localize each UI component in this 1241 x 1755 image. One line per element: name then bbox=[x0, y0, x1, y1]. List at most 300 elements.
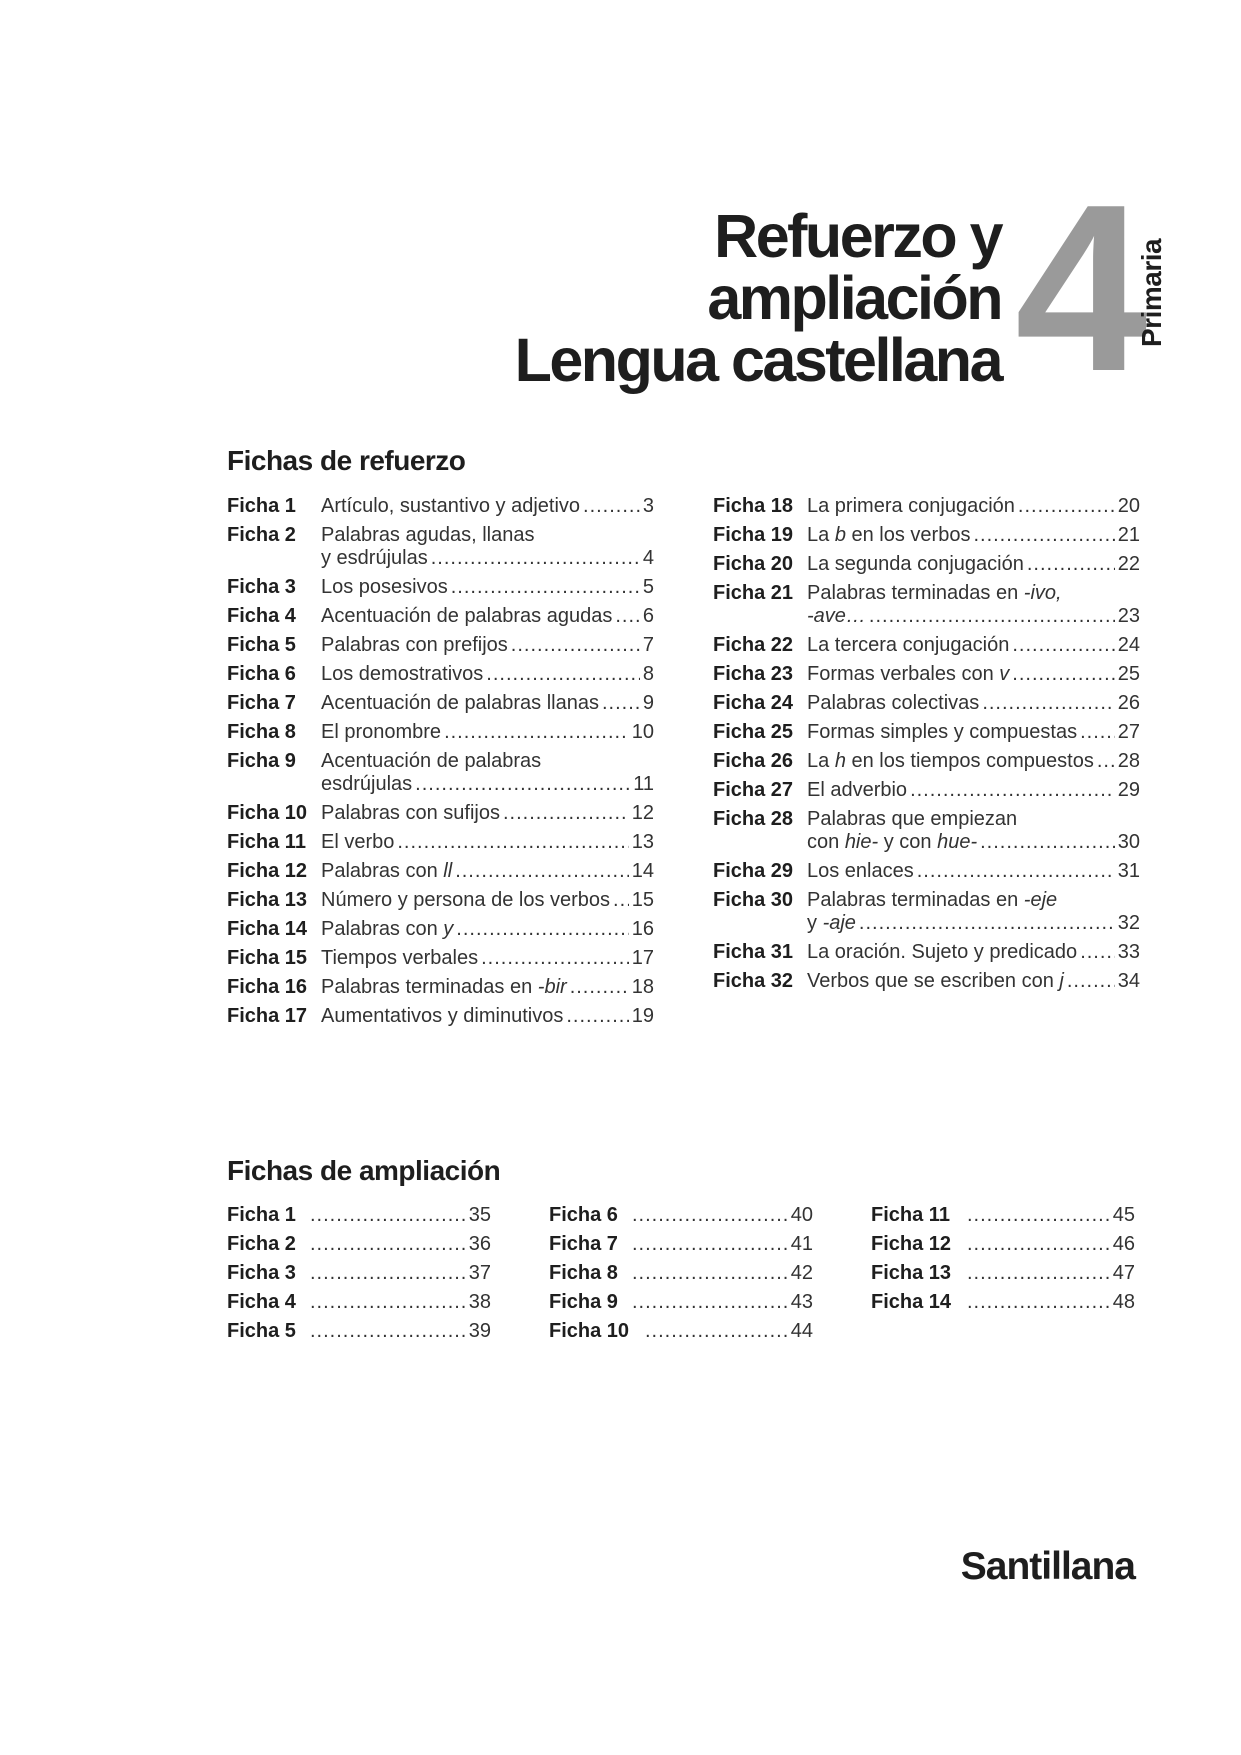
dot-leader bbox=[456, 918, 628, 941]
dot-leader bbox=[415, 773, 630, 796]
page-number: 25 bbox=[1117, 663, 1140, 685]
entry-leader-line bbox=[321, 860, 654, 883]
toc-entry bbox=[713, 663, 1140, 686]
entry-label: Ficha 10 bbox=[549, 1320, 630, 1342]
entry-label: Ficha 22 bbox=[713, 634, 794, 656]
entry-title bbox=[321, 634, 654, 657]
dot-leader bbox=[451, 576, 640, 599]
toc-entry bbox=[871, 1262, 1135, 1285]
entry-title-text: Palabras con sufijos bbox=[321, 802, 500, 824]
entry-title bbox=[321, 750, 654, 796]
entry-title-text: La oración. Sujeto y predicado bbox=[807, 941, 1078, 963]
entry-leader-line bbox=[807, 524, 1140, 547]
entry-title bbox=[321, 802, 654, 825]
dot-leader bbox=[1080, 721, 1115, 744]
entry-leader-line bbox=[807, 750, 1140, 773]
entry-leader-line bbox=[321, 547, 654, 570]
publisher-logo: Santillana bbox=[960, 1545, 1135, 1588]
page-number: 24 bbox=[1117, 634, 1140, 656]
toc-entry bbox=[227, 495, 654, 518]
dot-leader bbox=[1012, 634, 1114, 657]
entry-label: Ficha 31 bbox=[713, 941, 794, 963]
entry-title bbox=[807, 779, 1140, 802]
entry-title-line: Palabras terminadas en -ivo, bbox=[807, 582, 1062, 604]
dot-leader bbox=[602, 692, 640, 715]
dot-leader bbox=[455, 860, 629, 883]
toc-entry bbox=[713, 692, 1140, 715]
page-number: 22 bbox=[1117, 553, 1140, 575]
entry-title bbox=[321, 831, 654, 854]
dot-leader bbox=[481, 947, 629, 970]
entry-title-text: Palabras terminadas en -bir bbox=[321, 976, 567, 998]
entry-title bbox=[321, 692, 654, 715]
entry-leader-line bbox=[807, 831, 1140, 854]
entry-title bbox=[321, 947, 654, 970]
entry-leader-line bbox=[807, 941, 1140, 964]
dot-leader bbox=[859, 912, 1115, 935]
page-number: 31 bbox=[1117, 860, 1140, 882]
entry-title-text: Tiempos verbales bbox=[321, 947, 479, 969]
toc-entry bbox=[227, 918, 654, 941]
entry-title-text: Acentuación de palabras llanas bbox=[321, 692, 599, 714]
entry-title bbox=[807, 970, 1140, 993]
entry-label: Ficha 23 bbox=[713, 663, 794, 685]
entry-label: Ficha 13 bbox=[227, 889, 308, 911]
toc-entry bbox=[227, 947, 654, 970]
entry-title bbox=[321, 976, 654, 999]
entry-label: Ficha 30 bbox=[713, 889, 794, 911]
page-number: 13 bbox=[631, 831, 654, 853]
title-line-1: Refuerzo y bbox=[714, 202, 1001, 270]
entry-leader-line bbox=[321, 889, 654, 912]
entry-leader-line bbox=[964, 1233, 1135, 1256]
entry-title bbox=[321, 576, 654, 599]
entry-label: Ficha 3 bbox=[227, 576, 296, 598]
page-number: 35 bbox=[468, 1204, 491, 1226]
page-number: 6 bbox=[642, 605, 654, 627]
entry-title-text: El pronombre bbox=[321, 721, 442, 743]
entry-label: Ficha 12 bbox=[227, 860, 308, 882]
entry-title bbox=[807, 692, 1140, 715]
entry-title-text: La segunda conjugación bbox=[807, 553, 1024, 575]
entry-title bbox=[321, 860, 654, 883]
page-number: 4 bbox=[642, 547, 654, 569]
entry-leader-line bbox=[807, 912, 1140, 935]
toc-entry bbox=[713, 941, 1140, 964]
toc-entry bbox=[227, 976, 654, 999]
entry-title-line: Palabras agudas, llanas bbox=[321, 524, 535, 546]
toc-entry bbox=[227, 692, 654, 715]
entry-label: Ficha 15 bbox=[227, 947, 308, 969]
entry-leader-line bbox=[321, 947, 654, 970]
entry-leader-line bbox=[321, 634, 654, 657]
entry-label: Ficha 8 bbox=[227, 721, 296, 743]
entry-title-text: Verbos que se escriben con j bbox=[807, 970, 1064, 992]
entry-label: Ficha 11 bbox=[227, 831, 306, 853]
page-number: 45 bbox=[1112, 1204, 1135, 1226]
entry-label: Ficha 12 bbox=[871, 1233, 952, 1255]
page-number: 48 bbox=[1112, 1291, 1135, 1313]
entry-label: Ficha 29 bbox=[713, 860, 794, 882]
entry-leader-line bbox=[807, 634, 1140, 657]
page-number: 11 bbox=[633, 773, 654, 795]
entry-leader-line bbox=[807, 692, 1140, 715]
page-number: 17 bbox=[631, 947, 654, 969]
dot-leader bbox=[503, 802, 629, 825]
entry-title bbox=[321, 495, 654, 518]
entry-title bbox=[807, 634, 1140, 657]
dot-leader bbox=[583, 495, 640, 518]
entry-title bbox=[807, 582, 1140, 628]
entry-leader-line bbox=[807, 663, 1140, 686]
dot-leader bbox=[570, 976, 629, 999]
entry-label: Ficha 16 bbox=[227, 976, 308, 998]
entry-leader-line bbox=[307, 1320, 491, 1343]
entry-label: Ficha 13 bbox=[871, 1262, 952, 1284]
entry-label: Ficha 1 bbox=[227, 1204, 296, 1226]
entry-leader-line bbox=[964, 1291, 1135, 1314]
entry-leader-line bbox=[321, 605, 654, 628]
toc-entry bbox=[549, 1204, 813, 1227]
dot-leader bbox=[910, 779, 1115, 802]
entry-label: Ficha 3 bbox=[227, 1262, 296, 1284]
page-number: 10 bbox=[631, 721, 654, 743]
entry-label: Ficha 9 bbox=[227, 750, 296, 772]
entry-label: Ficha 9 bbox=[549, 1291, 618, 1313]
toc-entry bbox=[227, 634, 654, 657]
page-number: 37 bbox=[468, 1262, 491, 1284]
entry-label: Ficha 7 bbox=[227, 692, 296, 714]
page-number: 44 bbox=[790, 1320, 813, 1342]
dot-leader bbox=[511, 634, 640, 657]
entry-leader-line bbox=[307, 1204, 491, 1227]
page-number: 42 bbox=[790, 1262, 813, 1284]
entry-title-text: Los posesivos bbox=[321, 576, 448, 598]
entry-title bbox=[321, 918, 654, 941]
toc-entry bbox=[227, 1005, 654, 1028]
entry-title-text: El adverbio bbox=[807, 779, 908, 801]
entry-leader-line bbox=[321, 663, 654, 686]
entry-label: Ficha 11 bbox=[871, 1204, 950, 1226]
entry-label: Ficha 5 bbox=[227, 1320, 296, 1342]
entry-title bbox=[807, 553, 1140, 576]
dot-leader bbox=[1097, 750, 1115, 773]
entry-title-text: y -aje bbox=[807, 912, 856, 934]
entry-title-text: Palabras colectivas bbox=[807, 692, 980, 714]
dot-leader bbox=[310, 1204, 466, 1227]
entry-title bbox=[321, 524, 654, 570]
dot-leader bbox=[310, 1291, 466, 1314]
toc-entry bbox=[549, 1233, 813, 1256]
page-number: 15 bbox=[631, 889, 654, 911]
entry-title-text: con hie- y con hue- bbox=[807, 831, 978, 853]
refuerzo-list-left bbox=[227, 495, 654, 1034]
entry-label: Ficha 4 bbox=[227, 605, 296, 627]
toc-entry bbox=[227, 576, 654, 599]
entry-title-line: Palabras que empiezan bbox=[807, 808, 1018, 830]
toc-entry bbox=[713, 860, 1140, 883]
toc-entry bbox=[227, 750, 654, 796]
toc-entry bbox=[227, 1262, 491, 1285]
toc-entry bbox=[227, 605, 654, 628]
entry-title-text: Palabras con ll bbox=[321, 860, 453, 882]
page-number: 32 bbox=[1117, 912, 1140, 934]
page-number: 43 bbox=[790, 1291, 813, 1313]
entry-title bbox=[807, 750, 1140, 773]
dot-leader bbox=[967, 1262, 1110, 1285]
entry-leader-line bbox=[321, 721, 654, 744]
dot-leader bbox=[869, 605, 1115, 628]
entry-title-line: Acentuación de palabras bbox=[321, 750, 542, 772]
page-number: 16 bbox=[631, 918, 654, 940]
entry-title-text: Formas verbales con v bbox=[807, 663, 1010, 685]
page-number: 41 bbox=[790, 1233, 813, 1255]
entry-title-text: Artículo, sustantivo y adjetivo bbox=[321, 495, 581, 517]
entry-title bbox=[807, 663, 1140, 686]
entry-title-text: El verbo bbox=[321, 831, 395, 853]
dot-leader bbox=[486, 663, 640, 686]
entry-leader-line bbox=[307, 1233, 491, 1256]
entry-title bbox=[807, 941, 1140, 964]
entry-label: Ficha 5 bbox=[227, 634, 296, 656]
toc-entry bbox=[713, 553, 1140, 576]
entry-label: Ficha 17 bbox=[227, 1005, 308, 1027]
toc-entry bbox=[871, 1204, 1135, 1227]
page-number: 27 bbox=[1117, 721, 1140, 743]
entry-title bbox=[807, 860, 1140, 883]
page-number: 33 bbox=[1117, 941, 1140, 963]
dot-leader bbox=[431, 547, 640, 570]
entry-label: Ficha 18 bbox=[713, 495, 794, 517]
title-line-3: Lengua castellana bbox=[514, 326, 1001, 394]
entry-title-text: Los demostrativos bbox=[321, 663, 484, 685]
page-number: 36 bbox=[468, 1233, 491, 1255]
dot-leader bbox=[967, 1204, 1110, 1227]
toc-entry bbox=[713, 524, 1140, 547]
page-number: 20 bbox=[1117, 495, 1140, 517]
dot-leader bbox=[632, 1262, 788, 1285]
dot-leader bbox=[973, 524, 1114, 547]
entry-title bbox=[321, 721, 654, 744]
entry-leader-line bbox=[321, 802, 654, 825]
entry-title-text: Aumentativos y diminutivos bbox=[321, 1005, 564, 1027]
page-number: 29 bbox=[1117, 779, 1140, 801]
entry-title-text: Palabras con y bbox=[321, 918, 454, 940]
entry-title-text: -ave… bbox=[807, 605, 866, 627]
dot-leader bbox=[645, 1320, 788, 1343]
toc-entry bbox=[549, 1320, 813, 1343]
entry-leader-line bbox=[321, 576, 654, 599]
toc-entry bbox=[227, 802, 654, 825]
dot-leader bbox=[1067, 970, 1115, 993]
entry-title-text: Acentuación de palabras agudas bbox=[321, 605, 613, 627]
page-number: 28 bbox=[1117, 750, 1140, 772]
entry-title bbox=[321, 605, 654, 628]
entry-title bbox=[807, 524, 1140, 547]
entry-label: Ficha 14 bbox=[227, 918, 308, 940]
title-line-2: ampliación bbox=[707, 264, 1001, 332]
page-number: 18 bbox=[631, 976, 654, 998]
entry-leader-line bbox=[321, 692, 654, 715]
grade-number: 4 bbox=[1015, 156, 1142, 421]
page-number: 7 bbox=[642, 634, 654, 656]
entry-title bbox=[321, 889, 654, 912]
dot-leader bbox=[1012, 663, 1114, 686]
page-number: 21 bbox=[1117, 524, 1140, 546]
page-number: 9 bbox=[642, 692, 654, 714]
toc-entry bbox=[227, 1291, 491, 1314]
entry-label: Ficha 32 bbox=[713, 970, 794, 992]
entry-title-text: Palabras con prefijos bbox=[321, 634, 508, 656]
entry-label: Ficha 2 bbox=[227, 524, 296, 546]
dot-leader bbox=[310, 1262, 466, 1285]
ampliacion-list-1 bbox=[227, 1204, 491, 1349]
entry-title bbox=[807, 889, 1140, 935]
toc-entry bbox=[227, 524, 654, 570]
entry-leader-line bbox=[807, 721, 1140, 744]
entry-label: Ficha 20 bbox=[713, 553, 794, 575]
entry-leader-line bbox=[321, 495, 654, 518]
dot-leader bbox=[632, 1233, 788, 1256]
page-number: 26 bbox=[1117, 692, 1140, 714]
toc-entry bbox=[227, 1233, 491, 1256]
toc-entry bbox=[713, 495, 1140, 518]
entry-title-line: Palabras terminadas en -eje bbox=[807, 889, 1058, 911]
entry-leader-line bbox=[629, 1262, 813, 1285]
toc-entry bbox=[713, 750, 1140, 773]
entry-label: Ficha 14 bbox=[871, 1291, 952, 1313]
dot-leader bbox=[1080, 941, 1115, 964]
page-number: 14 bbox=[631, 860, 654, 882]
entry-leader-line bbox=[807, 779, 1140, 802]
dot-leader bbox=[967, 1233, 1110, 1256]
dot-leader bbox=[613, 889, 629, 912]
page-number: 23 bbox=[1117, 605, 1140, 627]
entry-label: Ficha 1 bbox=[227, 495, 296, 517]
level-label: Primaria bbox=[1136, 238, 1167, 347]
entry-leader-line bbox=[629, 1204, 813, 1227]
entry-title-text: La h en los tiempos compuestos bbox=[807, 750, 1094, 772]
entry-leader-line bbox=[321, 831, 654, 854]
entry-leader-line bbox=[964, 1262, 1135, 1285]
dot-leader bbox=[566, 1005, 628, 1028]
page-number: 46 bbox=[1112, 1233, 1135, 1255]
dot-leader bbox=[1018, 495, 1115, 518]
entry-title-text: Los enlaces bbox=[807, 860, 914, 882]
entry-title-text: La tercera conjugación bbox=[807, 634, 1010, 656]
toc-entry bbox=[227, 663, 654, 686]
page-number: 34 bbox=[1117, 970, 1140, 992]
page-number: 40 bbox=[790, 1204, 813, 1226]
entry-label: Ficha 24 bbox=[713, 692, 794, 714]
page-number: 38 bbox=[468, 1291, 491, 1313]
toc-entry bbox=[871, 1291, 1135, 1314]
entry-leader-line bbox=[964, 1204, 1135, 1227]
page-number: 5 bbox=[642, 576, 654, 598]
entry-label: Ficha 25 bbox=[713, 721, 794, 743]
dot-leader bbox=[444, 721, 629, 744]
entry-label: Ficha 4 bbox=[227, 1291, 296, 1313]
toc-entry bbox=[549, 1291, 813, 1314]
page-number: 12 bbox=[631, 802, 654, 824]
toc-entry bbox=[227, 1204, 491, 1227]
dot-leader bbox=[615, 605, 640, 628]
entry-leader-line bbox=[642, 1320, 813, 1343]
entry-leader-line bbox=[807, 970, 1140, 993]
ampliacion-list-3 bbox=[871, 1204, 1135, 1320]
page-number: 8 bbox=[642, 663, 654, 685]
refuerzo-heading: Fichas de refuerzo bbox=[227, 445, 466, 476]
dot-leader bbox=[310, 1320, 466, 1343]
entry-label: Ficha 27 bbox=[713, 779, 794, 801]
toc-entry bbox=[871, 1233, 1135, 1256]
entry-leader-line bbox=[307, 1262, 491, 1285]
dot-leader bbox=[632, 1204, 788, 1227]
entry-leader-line bbox=[307, 1291, 491, 1314]
entry-leader-line bbox=[321, 918, 654, 941]
entry-title-text: esdrújulas bbox=[321, 773, 413, 795]
toc-entry bbox=[713, 808, 1140, 854]
entry-leader-line bbox=[807, 495, 1140, 518]
book-title bbox=[514, 202, 1001, 394]
dot-leader bbox=[1027, 553, 1115, 576]
toc-entry bbox=[227, 889, 654, 912]
entry-label: Ficha 19 bbox=[713, 524, 794, 546]
ampliacion-list-2 bbox=[549, 1204, 813, 1349]
page-number: 3 bbox=[642, 495, 654, 517]
toc-entry bbox=[713, 634, 1140, 657]
toc-entry bbox=[713, 970, 1140, 993]
toc-entry bbox=[713, 582, 1140, 628]
entry-title-text: La b en los verbos bbox=[807, 524, 971, 546]
entry-title-text: y esdrújulas bbox=[321, 547, 428, 569]
entry-leader-line bbox=[807, 605, 1140, 628]
entry-leader-line bbox=[629, 1233, 813, 1256]
entry-leader-line bbox=[321, 976, 654, 999]
page-number: 19 bbox=[631, 1005, 654, 1027]
entry-title bbox=[321, 1005, 654, 1028]
entry-title-text: Formas simples y compuestas bbox=[807, 721, 1078, 743]
entry-label: Ficha 21 bbox=[713, 582, 794, 604]
entry-title bbox=[807, 808, 1140, 854]
entry-title-text: La primera conjugación bbox=[807, 495, 1015, 517]
dot-leader bbox=[967, 1291, 1110, 1314]
entry-title bbox=[807, 495, 1140, 518]
entry-title-text: Número y persona de los verbos bbox=[321, 889, 611, 911]
entry-leader-line bbox=[629, 1291, 813, 1314]
entry-label: Ficha 28 bbox=[713, 808, 794, 830]
entry-title bbox=[807, 721, 1140, 744]
entry-label: Ficha 7 bbox=[549, 1233, 618, 1255]
entry-leader-line bbox=[321, 1005, 654, 1028]
page-number: 39 bbox=[468, 1320, 491, 1342]
entry-leader-line bbox=[807, 860, 1140, 883]
toc-entry bbox=[713, 889, 1140, 935]
toc-entry bbox=[227, 1320, 491, 1343]
toc-entry bbox=[227, 721, 654, 744]
toc-entry bbox=[713, 721, 1140, 744]
entry-label: Ficha 6 bbox=[227, 663, 296, 685]
dot-leader bbox=[982, 692, 1114, 715]
ampliacion-heading: Fichas de ampliación bbox=[227, 1155, 501, 1186]
entry-label: Ficha 2 bbox=[227, 1233, 296, 1255]
entry-leader-line bbox=[321, 773, 654, 796]
page-number: 47 bbox=[1112, 1262, 1135, 1284]
entry-label: Ficha 26 bbox=[713, 750, 794, 772]
refuerzo-list-right bbox=[713, 495, 1140, 999]
toc-entry bbox=[549, 1262, 813, 1285]
toc-entry bbox=[713, 779, 1140, 802]
